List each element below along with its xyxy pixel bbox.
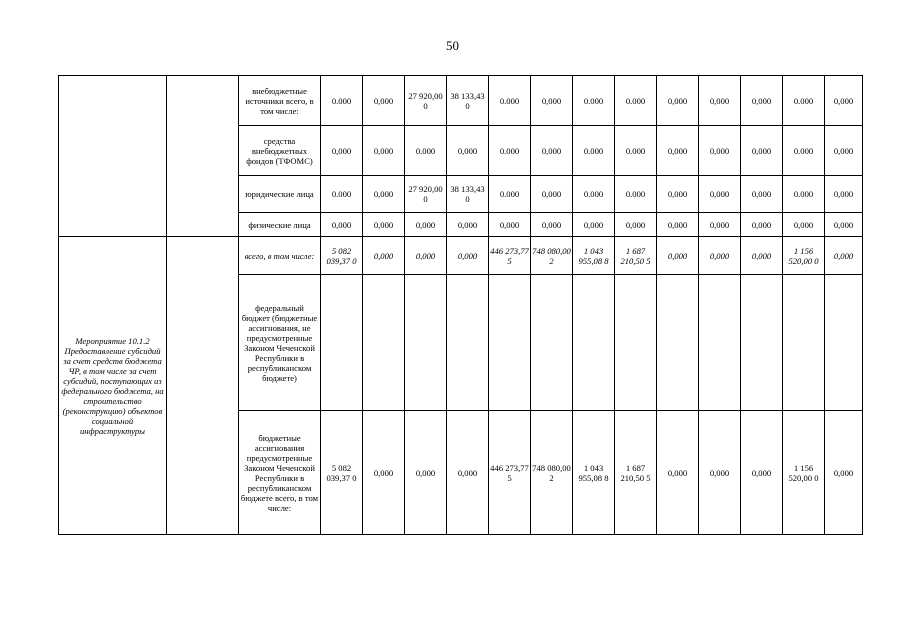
value-cell: 446 273,77 5	[489, 411, 531, 535]
value-cell: 0,000	[699, 213, 741, 237]
value-cell: 0.000	[489, 176, 531, 213]
value-cell: 38 133,43 0	[447, 176, 489, 213]
value-cell: 1 156 520,00 0	[783, 411, 825, 535]
value-cell: 0,000	[363, 237, 405, 275]
empty-cell	[167, 76, 239, 237]
value-cell: 0,000	[699, 76, 741, 126]
value-cell: 0.000	[489, 126, 531, 176]
value-cell: 0.000	[615, 76, 657, 126]
value-cell: 0,000	[741, 76, 783, 126]
value-cell: 1 687 210,50 5	[615, 411, 657, 535]
value-cell: 0,000	[573, 213, 615, 237]
value-cell	[321, 275, 363, 411]
value-cell: 0,000	[447, 126, 489, 176]
value-cell: 0,000	[657, 126, 699, 176]
value-cell: 0.000	[783, 176, 825, 213]
value-cell: 0,000	[405, 237, 447, 275]
value-cell: 0,000	[699, 411, 741, 535]
value-cell: 0,000	[741, 176, 783, 213]
value-cell: 0,000	[699, 237, 741, 275]
value-cell: 1 156 520,00 0	[783, 237, 825, 275]
value-cell: 0.000	[783, 126, 825, 176]
value-cell: 0,000	[321, 126, 363, 176]
value-cell: 0,000	[741, 126, 783, 176]
value-cell: 0.000	[489, 76, 531, 126]
value-cell: 0,000	[825, 126, 863, 176]
value-cell: 0,000	[531, 126, 573, 176]
value-cell	[783, 275, 825, 411]
value-cell: 1 043 955,08 8	[573, 237, 615, 275]
value-cell: 0,000	[363, 76, 405, 126]
value-cell: 0,000	[615, 213, 657, 237]
value-cell: 0,000	[363, 411, 405, 535]
value-cell: 0,000	[489, 213, 531, 237]
value-cell: 0.000	[573, 76, 615, 126]
value-cell: 0,000	[657, 411, 699, 535]
value-cell: 0.000	[573, 126, 615, 176]
value-cell: 0,000	[741, 411, 783, 535]
value-cell: 0,000	[363, 176, 405, 213]
value-cell	[825, 275, 863, 411]
value-cell: 748 080,00 2	[531, 237, 573, 275]
value-cell: 0,000	[657, 176, 699, 213]
activity-title: Мероприятие 10.1.2 Предоставление субсидий за счет средств бюджета ЧР, в том числе за счет субсидий, поступающих из федерального бюджета, на строительство (реконструкцию) объектов социальной инфраструктуры	[59, 237, 167, 535]
value-cell: 0,000	[363, 126, 405, 176]
budget-table	[58, 75, 863, 535]
value-cell: 0,000	[321, 213, 363, 237]
value-cell	[657, 275, 699, 411]
value-cell: 0,000	[405, 411, 447, 535]
value-cell: 0,000	[783, 213, 825, 237]
value-cell	[699, 275, 741, 411]
row-label: юридические лица	[239, 176, 321, 213]
empty-cell	[167, 237, 239, 535]
table-section-offbudget	[59, 76, 863, 237]
value-cell: 446 273,77 5	[489, 237, 531, 275]
row-label: физические лица	[239, 213, 321, 237]
row-label: всего, в том числе:	[239, 237, 321, 275]
value-cell: 5 082 039,37 0	[321, 411, 363, 535]
value-cell: 1 043 955,08 8	[573, 411, 615, 535]
value-cell	[741, 275, 783, 411]
value-cell: 0,000	[825, 237, 863, 275]
row-label: федеральный бюджет (бюджетные ассигнования, не предусмотренные Законом Чеченской Республики в республиканском бюджете)	[239, 275, 321, 411]
value-cell: 27 920,00 0	[405, 176, 447, 213]
value-cell: 0,000	[531, 76, 573, 126]
value-cell: 0,000	[531, 213, 573, 237]
value-cell: 0,000	[699, 126, 741, 176]
row-label: средства внебюджетных фондов (ТФОМС)	[239, 126, 321, 176]
value-cell: 0.000	[615, 176, 657, 213]
value-cell: 0,000	[741, 213, 783, 237]
value-cell: 0,000	[699, 176, 741, 213]
table-row	[59, 237, 863, 275]
value-cell: 0,000	[657, 213, 699, 237]
value-cell: 0.000	[783, 76, 825, 126]
row-label: бюджетные ассигнования предусмотренные Законом Чеченской Республики в республиканском бюджете всего, в том числе:	[239, 411, 321, 535]
value-cell: 0,000	[825, 76, 863, 126]
value-cell: 0.000	[321, 76, 363, 126]
value-cell	[531, 275, 573, 411]
value-cell: 0.000	[405, 126, 447, 176]
value-cell: 27 920,00 0	[405, 76, 447, 126]
page-number: 50	[446, 38, 459, 53]
row-label: внебюджетные источники всего, в том числе:	[239, 76, 321, 126]
value-cell: 0,000	[825, 411, 863, 535]
value-cell	[405, 275, 447, 411]
value-cell: 748 080,00 2	[531, 411, 573, 535]
empty-cell	[59, 76, 167, 237]
value-cell	[447, 275, 489, 411]
value-cell: 0,000	[741, 237, 783, 275]
value-cell: 0.000	[615, 126, 657, 176]
value-cell: 38 133,43 0	[447, 76, 489, 126]
value-cell: 0,000	[405, 213, 447, 237]
value-cell	[363, 275, 405, 411]
value-cell: 0,000	[825, 176, 863, 213]
value-cell: 0,000	[447, 237, 489, 275]
value-cell: 0,000	[447, 213, 489, 237]
value-cell: 0,000	[657, 76, 699, 126]
table-section-activity	[59, 237, 863, 535]
value-cell: 0.000	[321, 176, 363, 213]
value-cell: 0,000	[447, 411, 489, 535]
value-cell: 0.000	[573, 176, 615, 213]
value-cell	[573, 275, 615, 411]
value-cell: 0,000	[363, 213, 405, 237]
value-cell: 0,000	[531, 176, 573, 213]
value-cell	[615, 275, 657, 411]
table-row	[59, 76, 863, 126]
value-cell: 0,000	[657, 237, 699, 275]
value-cell: 1 687 210,50 5	[615, 237, 657, 275]
value-cell: 0,000	[825, 213, 863, 237]
value-cell: 5 082 039,37 0	[321, 237, 363, 275]
value-cell	[489, 275, 531, 411]
